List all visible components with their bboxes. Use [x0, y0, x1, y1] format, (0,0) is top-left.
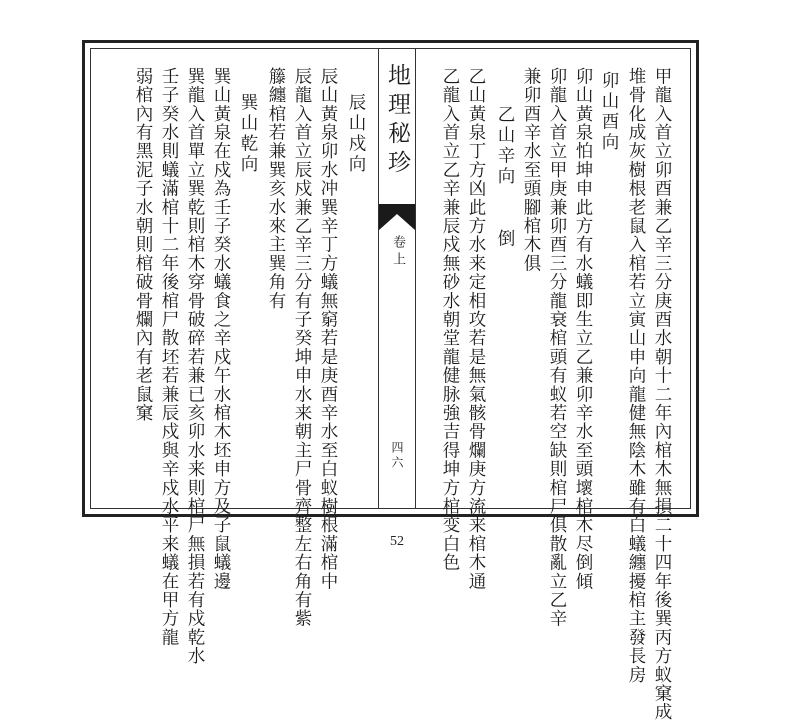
text-column: 卯山黃泉怕坤申此方有水蟻即生立乙兼卯辛水至頭壞棺木尽倒傾: [573, 67, 593, 591]
text-column: 乙龍入首立乙辛兼辰戍無砂水朝堂龍健脉強吉得坤方棺变白色: [440, 67, 460, 572]
page-number: 52: [390, 534, 404, 549]
center-fold: [378, 49, 416, 508]
fishtail-mark-icon: [379, 204, 415, 230]
section-heading: 乙山辛向: [495, 105, 515, 187]
text-column: 倒: [495, 229, 515, 248]
text-column: 巽山黃泉在戍為壬子癸水蟻食之辛戍午水棺木坯申方及子鼠蟻邊: [211, 67, 231, 591]
volume-label: 卷上: [390, 235, 405, 269]
text-column: 壬子癸水則蟻滿棺十二年後棺尸散坯若兼辰戍與辛戍水平来蟻在甲方龍: [159, 67, 179, 647]
leaf-number: 四六: [390, 441, 404, 471]
section-heading: 巽山乾向: [238, 93, 258, 175]
text-column: 乙山黃泉丁方凶此方水来定相攻若是無氣骸骨爛庚方流来棺木通: [466, 67, 486, 591]
section-heading: 辰山戍向: [346, 93, 366, 175]
text-column: 堆骨化成灰樹根老鼠入棺若立寅山申向龍健無陰木雖有白蟻纏擾棺主發長房: [626, 67, 646, 685]
text-column: 辰山黃泉卯水冲巽辛丁方蟻無窮若是庚酉辛水至白蚁樹根滿棺中: [318, 67, 338, 591]
section-heading: 卯山酉向: [599, 71, 619, 153]
text-column: 巽龍入首單立巽乾則棺木穿骨破碎若兼已亥卯水来則棺尸無損若有戍乾水: [185, 67, 205, 666]
text-column: 兼卯酉辛水至頭腳棺木俱: [521, 67, 541, 273]
text-column: 卯龍入首立甲庚兼卯酉三分龍衰棺頭有蚁若空缺則棺尸俱散亂立乙辛: [547, 67, 567, 628]
text-column: 甲龍入首立卯酉兼乙辛三分庚酉水朝十二年內棺木無損二十四年後巽丙方蚁窠成: [652, 67, 672, 722]
book-title: 地理秘珍: [384, 63, 410, 179]
text-column: 弱棺內有黑泥子水朝則棺破骨爛內有老鼠窠: [133, 67, 153, 423]
text-column: 籐纏棺若兼巽亥水來主巽角有: [266, 67, 286, 311]
text-column: 辰龍入首立辰戍兼乙辛三分有子癸坤申水来朝主尸骨齊整左右角有紫: [292, 67, 312, 628]
